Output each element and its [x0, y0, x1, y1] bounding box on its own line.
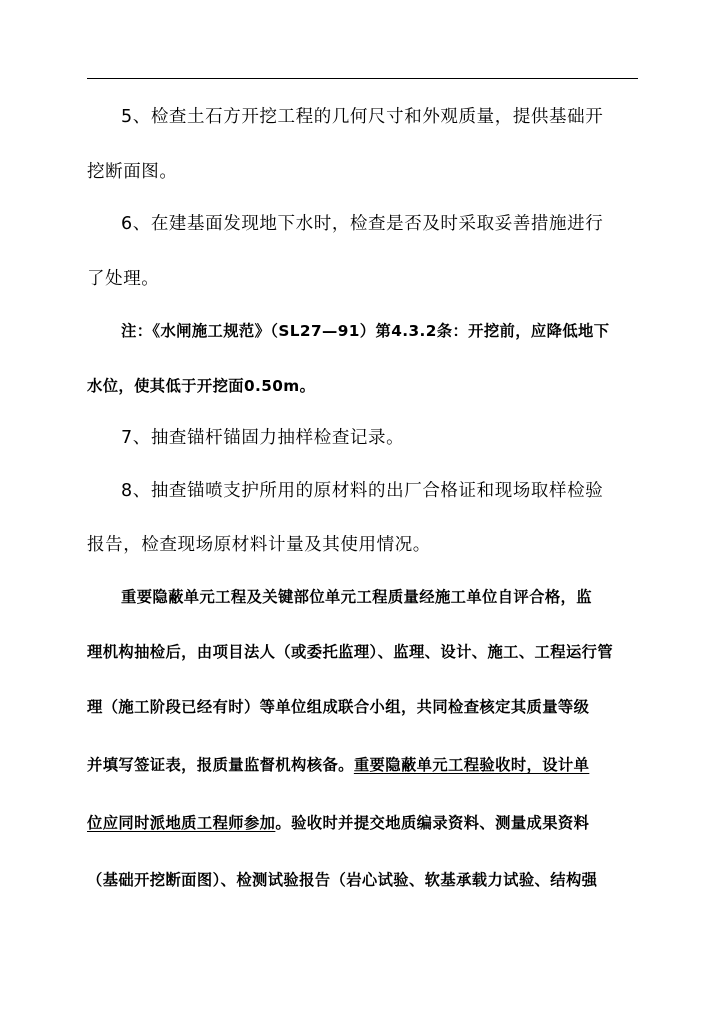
note-line-1: 注：《水闸施工规范》（SL27—91）第4.3.2条：开挖前，应降低地下 — [121, 322, 610, 340]
item-5-line-2: 挖断面图。 — [87, 162, 178, 182]
paragraph-line-2: 理机构抽检后，由项目法人（或委托监理）、监理、设计、施工、工程运行管 — [87, 643, 614, 661]
item-5-line-1: 5、检查土石方开挖工程的几何尺寸和外观质量，提供基础开 — [121, 107, 604, 127]
item-8-line-1: 8、抽查锚喷支护所用的原材料的出厂合格证和现场取样检验 — [121, 481, 604, 501]
paragraph-line-4-plain: 并填写签证表，报质量监督机构核备。 — [87, 756, 354, 774]
paragraph-line-6: （基础开挖断面图）、检测试验报告（岩心试验、软基承载力试验、结构强 — [87, 871, 598, 889]
paragraph-line-5-plain: 。验收时并提交地质编录资料、测量成果资料 — [275, 814, 590, 832]
paragraph-line-4 — [87, 752, 638, 778]
item-7: 7、抽查锚杆锚固力抽样检查记录。 — [121, 428, 405, 448]
paragraph-line-3: 理（施工阶段已经有时）等单位组成联合小组，共同检查核定其质量等级 — [87, 698, 590, 716]
item-6-line-2: 了处理。 — [87, 269, 160, 289]
paragraph-line-5 — [87, 810, 638, 836]
item-6-line-1: 6、在建基面发现地下水时，检查是否及时采取妥善措施进行 — [121, 214, 604, 234]
note-line-2: 水位，使其低于开挖面0.50m。 — [87, 377, 316, 395]
item-8-line-2: 报告，检查现场原材料计量及其使用情况。 — [87, 535, 431, 555]
paragraph-line-5-underlined: 位应同时派地质工程师参加 — [87, 814, 276, 832]
paragraph-line-1: 重要隐蔽单元工程及关键部位单元工程质量经施工单位自评合格，监 — [121, 588, 592, 606]
paragraph-line-4-underlined: 重要隐蔽单元工程验收时，设计单 — [353, 756, 590, 774]
header-rule — [87, 78, 638, 79]
